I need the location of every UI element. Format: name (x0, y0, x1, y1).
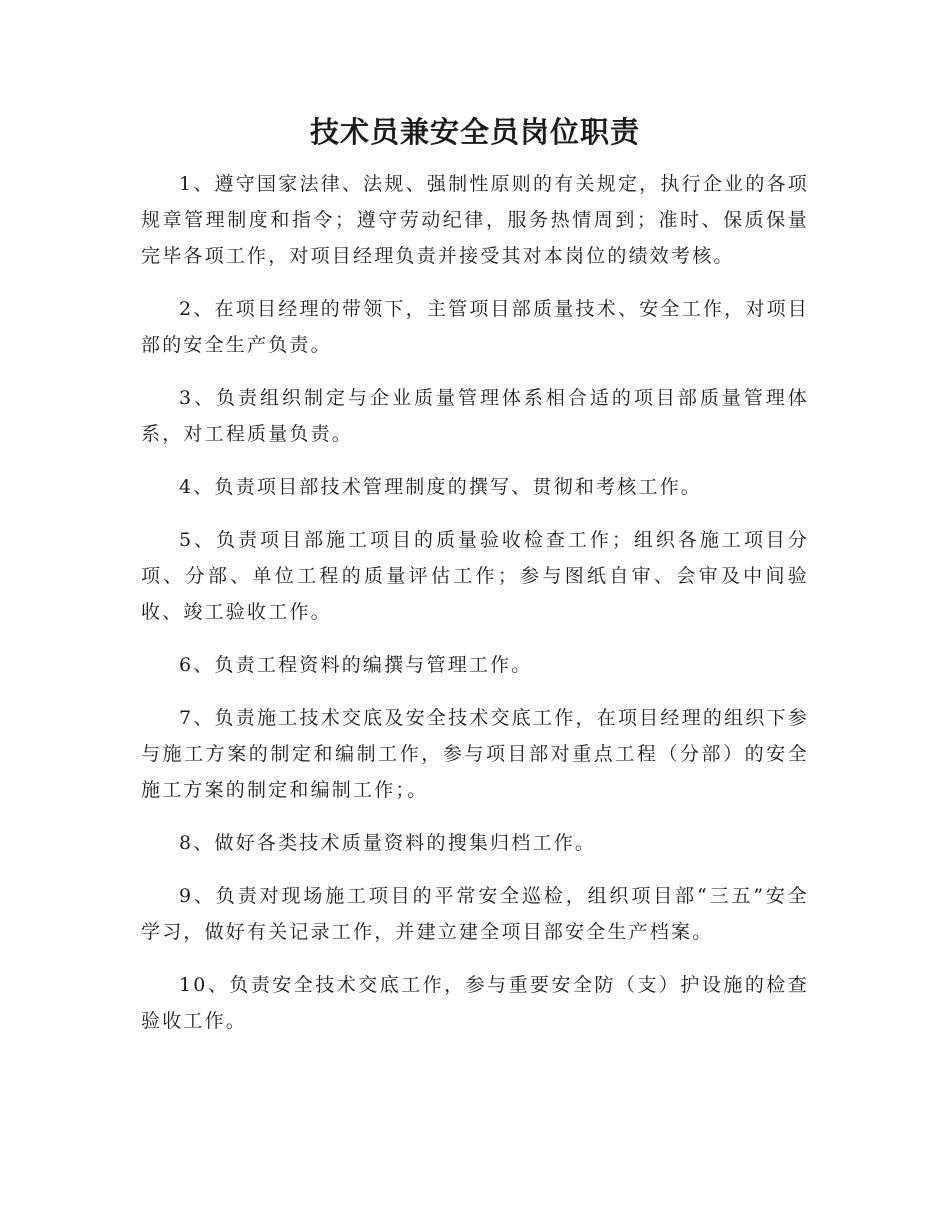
duty-item-2: 2、在项目经理的带领下，主管项目部质量技术、安全工作，对项目部的安全生产负责。 (141, 298, 809, 356)
duty-item-4: 4、负责项目部技术管理制度的撰写、贯彻和考核工作。 (179, 476, 703, 498)
document-page (141, 112, 809, 1056)
duty-item-3: 3、负责组织制定与企业质量管理体系相合适的项目部质量管理体系，对工程质量负责。 (141, 387, 809, 445)
duty-item-9: 9、负责对现场施工项目的平常安全巡检，组织项目部“三五”安全学习，做好有关记录工作，并建立建全项目部安全生产档案。 (141, 885, 809, 943)
duty-item-5: 5、负责项目部施工项目的质量验收检查工作；组织各施工项目分项、分部、单位工程的质量评估工作；参与图纸自审、会审及中间验收、竣工验收工作。 (141, 529, 809, 623)
duty-item-1: 1、遵守国家法律、法规、强制性原则的有关规定，执行企业的各项规章管理制度和指令；遵守劳动纪律，服务热情周到；准时、保质保量完毕各项工作，对项目经理负责并接受其对本岗位的绩效考核。 (141, 173, 809, 267)
duty-item-6: 6、负责工程资料的编撰与管理工作。 (179, 654, 533, 676)
document-title: 技术员兼安全员岗位职责 (309, 115, 640, 149)
duty-item-8: 8、做好各类技术质量资料的搜集归档工作。 (179, 832, 597, 854)
duty-item-7: 7、负责施工技术交底及安全技术交底工作，在项目经理的组织下参与施工方案的制定和编制工作，参与项目部对重点工程（分部）的安全施工方案的制定和编制工作；。 (141, 707, 809, 801)
duty-item-10: 10、负责安全技术交底工作，参与重要安全防（支）护设施的检查验收工作。 (141, 974, 809, 1032)
